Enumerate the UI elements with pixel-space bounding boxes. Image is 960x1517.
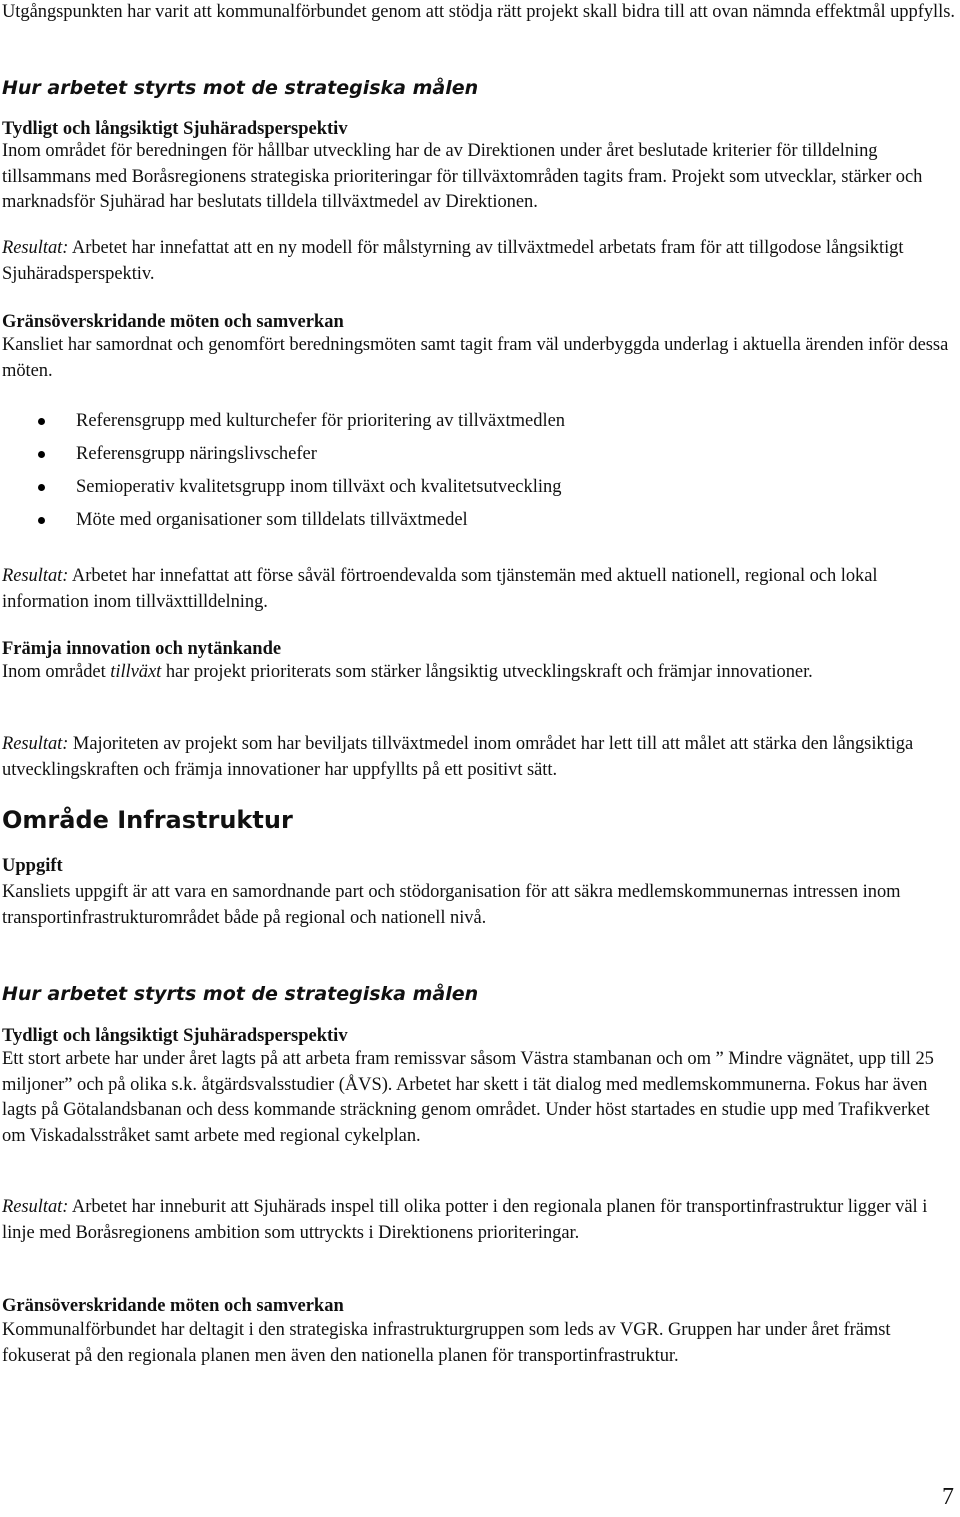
list-item (2, 475, 956, 508)
section-heading-strategic-goals-2: Hur arbetet styrts mot de strategiska målen (2, 983, 479, 1005)
bullet-icon (38, 451, 45, 458)
bullet-icon (38, 517, 45, 524)
result-text: Arbetet har inneburit att Sjuhärads inspel till olika potter i den regionala planen för transportinfrastruktur ligger väl i linje med Boråsregionens ambition som uttryckts i Direktionens prioriteringar. (2, 1197, 928, 1243)
italic-text-run: tillväxt (110, 662, 162, 682)
list-item (2, 442, 956, 475)
result-text: Arbetet har innefattat att en ny modell för målstyrning av tillväxtmedel arbetats fram för att tillgodose långsiktigt Sjuhäradsperspektiv. (2, 238, 904, 284)
result-label: Resultat: (2, 734, 69, 754)
text-run: har projekt prioriterats som stärker långsiktig utvecklingskraft och främjar innovationer. (161, 662, 813, 682)
section-heading-strategic-goals: Hur arbetet styrts mot de strategiska målen (2, 77, 479, 99)
list-item-text: Referensgrupp med kulturchefer för prioritering av tillväxtmedlen (76, 411, 566, 431)
subheading-long-term-perspective-2: Tydligt och långsiktigt Sjuhäradsperspektiv (2, 1026, 348, 1046)
result-label: Resultat: (2, 566, 69, 586)
list-item (2, 409, 956, 442)
meetings-bullet-list (2, 409, 956, 541)
result-paragraph-2 (2, 564, 956, 615)
subheading-cross-border-meetings: Gränsöverskridande möten och samverkan (2, 312, 344, 332)
list-item-text: Semioperativ kvalitetsgrupp inom tillväxt och kvalitetsutveckling (76, 477, 562, 497)
result-paragraph-1 (2, 236, 956, 287)
paragraph-meetings: Kansliet har samordnat och genomfört beredningsmöten samt tagit fram väl underbyggda underlag i aktuella ärenden inför dessa möten. (2, 335, 949, 381)
list-item (2, 508, 956, 541)
intro-paragraph: Utgångspunkten har varit att kommunalförbundet genom att stödja rätt projekt skall bidra till att ovan nämnda effektmål uppfylls. (2, 2, 955, 22)
paragraph-task: Kansliets uppgift är att vara en samordnande part och stödorganisation för att säkra medlemskommunernas intressen inom transportinfrastrukturområdet både på regional och nationell nivå. (2, 882, 901, 928)
bullet-icon (38, 484, 45, 491)
paragraph-sustainable-development: Inom området för beredningen för hållbar utveckling har de av Direktionen under året beslutade kriterier för tilldelning tillsammans med Boråsregionens strategiska prioriteringar för tillväxtområden tagits fram. Projekt som utvecklar, stärker och marknadsför Sjuhärad har beslutats tilldela tillväxtmedel av Direktionen. (2, 141, 923, 212)
paragraph-infrastructure-work: Ett stort arbete har under året lagts på att arbeta fram remissvar såsom Västra stambanan och om ” Mindre vägnätet, upp till 25 miljoner” och på olika s.k. åtgärdsvalsstudier (ÅVS). Arbetet har skett i tät dialog med medlemskommunerna. Fokus har även lagts på Götalandsbanan och dess kommande sträckning genom området. Under höst startades en studie upp med Trafikverket om Viskadalsstråket samt arbete med regional cykelplan. (2, 1049, 934, 1146)
subheading-task: Uppgift (2, 856, 63, 876)
bullet-icon (38, 418, 45, 425)
subheading-cross-border-meetings-2: Gränsöverskridande möten och samverkan (2, 1296, 344, 1316)
subheading-innovation: Främja innovation och nytänkande (2, 639, 282, 659)
section-title-infrastructure: Område Infrastruktur (2, 806, 293, 834)
result-text: Arbetet har innefattat att förse såväl förtroendevalda som tjänstemän med aktuell nationell, regional och lokal information inom tillväxttilldelning. (2, 566, 878, 612)
paragraph-vgr-group: Kommunalförbundet har deltagit i den strategiska infrastrukturgruppen som leds av VGR. Gruppen har under året främst fokuserat på den regionala planen men även den nationella planen för transportinfrastruktur. (2, 1320, 891, 1366)
result-label: Resultat: (2, 238, 69, 258)
page-number: 7 (942, 1484, 954, 1510)
result-paragraph-4 (2, 1195, 956, 1246)
text-run: Inom området (2, 662, 111, 682)
result-text: Majoriteten av projekt som har beviljats tillväxtmedel inom området har lett till att målet att stärka den långsiktiga utvecklingskraften och främja innovationer har uppfyllts på ett positivt sätt. (2, 734, 914, 780)
result-paragraph-3 (2, 732, 956, 783)
subheading-long-term-perspective: Tydligt och långsiktigt Sjuhäradsperspektiv (2, 119, 348, 139)
list-item-text: Möte med organisationer som tilldelats tillväxtmedel (76, 510, 468, 530)
result-label: Resultat: (2, 1197, 69, 1217)
paragraph-innovation (2, 660, 956, 686)
list-item-text: Referensgrupp näringslivschefer (76, 444, 317, 464)
